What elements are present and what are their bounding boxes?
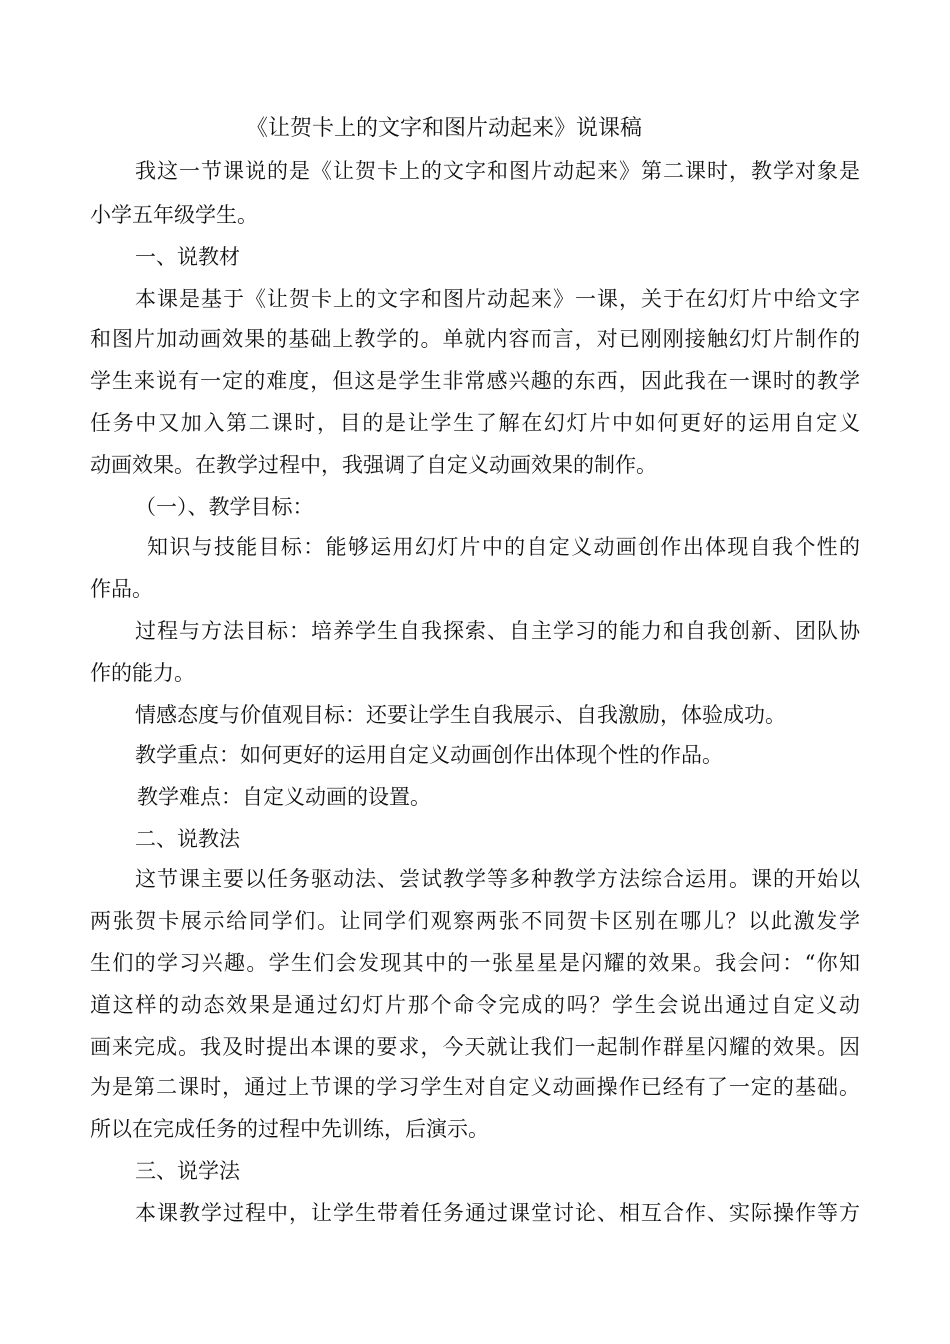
- paragraph-line: 这节课主要以任务驱动法、尝试教学等多种教学方法综合运用。课的开始以: [135, 867, 860, 891]
- paragraph-line: 我这一节课说的是《让贺卡上的文字和图片动起来》第二课时，教学对象是: [135, 159, 860, 183]
- paragraph-line: 任务中又加入第二课时，目的是让学生了解在幻灯片中如何更好的运用自定义: [90, 411, 860, 435]
- paragraph-line: 过程与方法目标：培养学生自我探索、自主学习的能力和自我创新、团队协: [135, 619, 860, 643]
- paragraph-line: 知识与技能目标：能够运用幻灯片中的自定义动画创作出体现自我个性的: [147, 535, 860, 559]
- paragraph-line: 和图片加动画效果的基础上教学的。单就内容而言，对已刚刚接触幻灯片制作的: [90, 327, 860, 351]
- section-heading: 一、说教材: [135, 245, 240, 269]
- paragraph-line: 小学五年级学生。: [90, 203, 258, 227]
- section-heading: 二、说教法: [135, 827, 240, 851]
- paragraph-line: 两张贺卡展示给同学们。让同学们观察两张不同贺卡区别在哪儿？以此激发学: [90, 909, 860, 933]
- paragraph-line: 本课是基于《让贺卡上的文字和图片动起来》一课，关于在幻灯片中给文字: [135, 287, 860, 311]
- paragraph-line: 本课教学过程中，让学生带着任务通过课堂讨论、相互合作、实际操作等方: [135, 1201, 860, 1225]
- paragraph-line: 生们的学习兴趣。学生们会发现其中的一张星星是闪耀的效果。我会问：“你知: [90, 951, 860, 975]
- paragraph-line: 道这样的动态效果是通过幻灯片那个命令完成的吗？学生会说出通过自定义动: [90, 993, 860, 1017]
- paragraph-line: 作品。: [90, 577, 153, 601]
- paragraph-line: 画来完成。我及时提出本课的要求，今天就让我们一起制作群星闪耀的效果。因: [90, 1035, 860, 1059]
- subsection-heading: （一）、教学目标：: [135, 495, 314, 519]
- paragraph-line: 学生来说有一定的难度，但这是学生非常感兴趣的东西，因此我在一课时的教学: [90, 369, 860, 393]
- paragraph-line: 作的能力。: [90, 661, 195, 685]
- paragraph-line: 所以在完成任务的过程中先训练，后演示。: [90, 1117, 489, 1141]
- paragraph-line: 教学重点：如何更好的运用自定义动画创作出体现个性的作品。: [135, 743, 723, 767]
- paragraph-line: 教学难点：自定义动画的设置。: [137, 785, 431, 809]
- paragraph-line: 情感态度与价值观目标：还要让学生自我展示、自我激励，体验成功。: [135, 703, 786, 727]
- section-heading: 三、说学法: [135, 1159, 240, 1183]
- paragraph-line: 为是第二课时，通过上节课的学习学生对自定义动画操作已经有了一定的基础。: [90, 1075, 860, 1099]
- page-title: 《让贺卡上的文字和图片动起来》说课稿: [246, 116, 643, 141]
- paragraph-line: 动画效果。在教学过程中，我强调了自定义动画效果的制作。: [90, 453, 657, 477]
